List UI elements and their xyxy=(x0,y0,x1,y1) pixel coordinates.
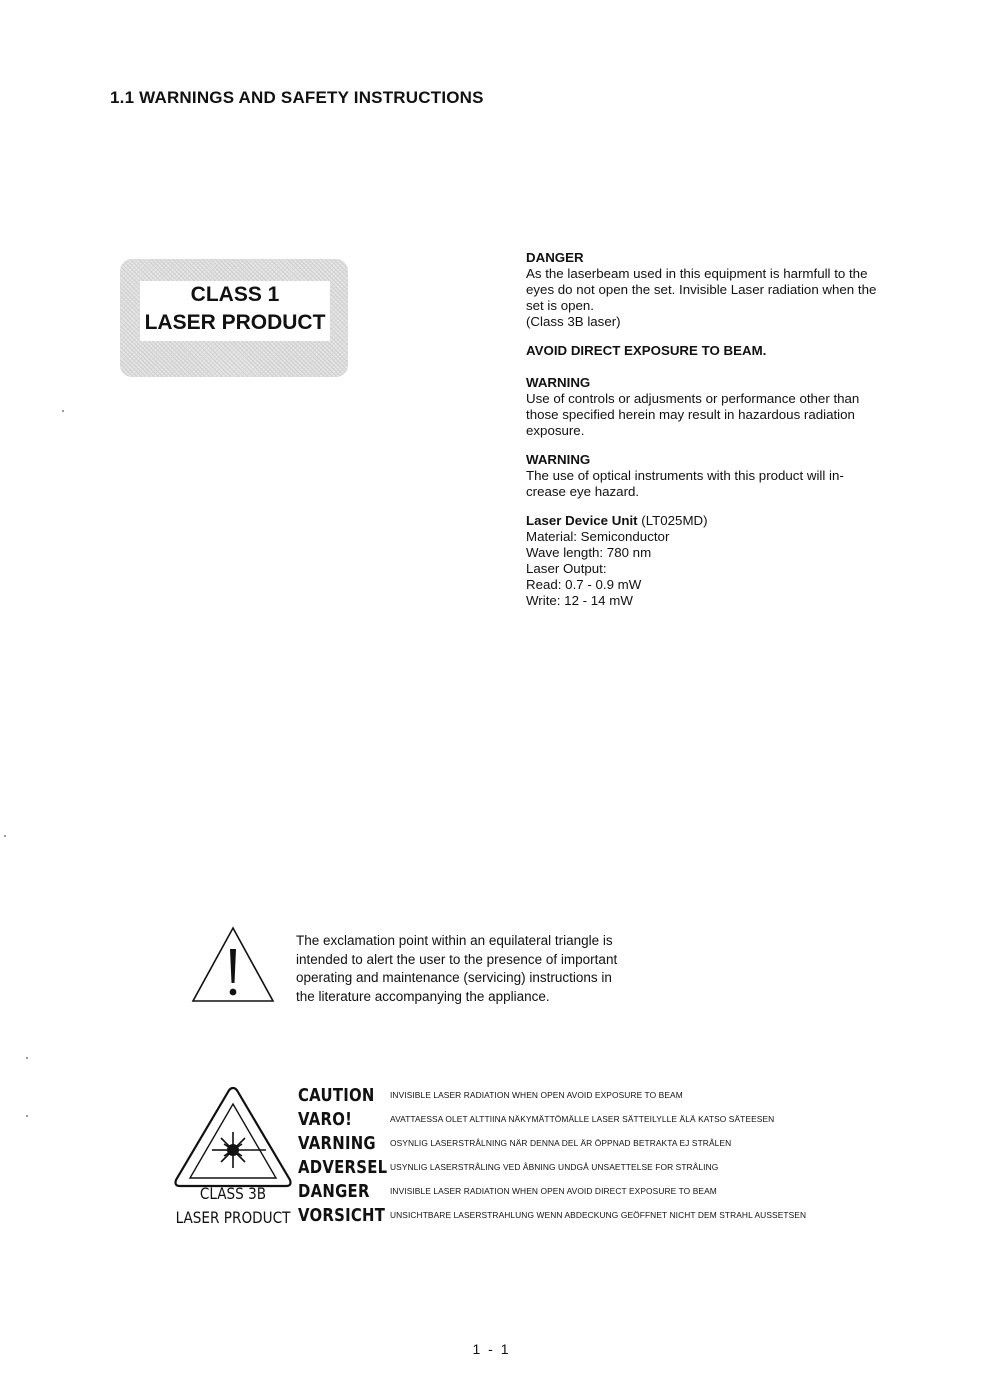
exclamation-line: intended to alert the user to the presence of important xyxy=(296,951,618,967)
class1-label xyxy=(140,281,330,341)
caution-text: AVATTAESSA OLET ALTTIINA NÄKYMÄTTÖMÄLLE LASER SÄTTEILYLLE ÄLÄ KATSO SÄTEESEN xyxy=(390,1114,775,1124)
safety-text-column xyxy=(526,250,936,622)
warning2-title: WARNING xyxy=(526,452,591,467)
danger-title: DANGER xyxy=(526,250,584,265)
class3b-label-line1: CLASS 3B xyxy=(199,1184,267,1203)
warning2-block xyxy=(526,452,936,500)
caution-row xyxy=(298,1134,732,1158)
warning1-title: WARNING xyxy=(526,375,591,390)
laser-unit-title: Laser Device Unit xyxy=(526,513,638,528)
exclamation-triangle-icon xyxy=(190,925,276,1005)
danger-block xyxy=(526,250,936,330)
warning1-line: exposure. xyxy=(526,423,585,438)
caution-word: VARO! xyxy=(298,1110,353,1130)
warning1-line: those specified herein may result in hazardous radiation xyxy=(526,407,855,422)
class1-label-line2: LASER PRODUCT xyxy=(144,311,326,334)
exclamation-description xyxy=(296,932,656,1006)
caution-row xyxy=(298,1206,807,1230)
scan-speck xyxy=(26,1115,28,1117)
page-number: 1 - 1 xyxy=(472,1341,511,1357)
caution-word: VORSICHT xyxy=(298,1206,386,1226)
danger-line: set is open. xyxy=(526,298,595,313)
laser-unit-output: Laser Output: xyxy=(526,561,607,576)
laser-unit-block xyxy=(526,513,936,609)
caution-word: VARNING xyxy=(298,1134,376,1154)
caution-row xyxy=(298,1182,717,1206)
warning2-line: crease eye hazard. xyxy=(526,484,640,499)
caution-text: UNSICHTBARE LASERSTRAHLUNG WENN ABDECKUNG GEÖFFNET NICHT DEM STRAHL AUSSETSEN xyxy=(390,1210,807,1220)
laser-unit-read: Read: 0.7 - 0.9 mW xyxy=(526,577,642,592)
exclamation-line: the literature accompanying the appliance. xyxy=(296,988,550,1004)
scan-speck xyxy=(62,410,64,412)
caution-word: CAUTION xyxy=(298,1086,375,1106)
laser-unit-model: (LT025MD) xyxy=(637,513,708,528)
exclamation-line: operating and maintenance (servicing) instructions in xyxy=(296,970,612,985)
scan-speck xyxy=(26,1057,28,1059)
warning1-line: Use of controls or adjusments or performance other than xyxy=(526,391,860,406)
caution-word: DANGER xyxy=(298,1182,370,1202)
caution-row xyxy=(298,1110,775,1134)
caution-word: ADVERSEL xyxy=(298,1158,388,1178)
caution-text: OSYNLIG LASERSTRÅLNING NÄR DENNA DEL ÄR ÖPPNAD BETRAKTA EJ STRÅLEN xyxy=(390,1138,732,1148)
scan-speck xyxy=(4,835,6,837)
laser-unit-write: Write: 12 - 14 mW xyxy=(526,593,633,608)
caution-row xyxy=(298,1086,683,1110)
caution-text: USYNLIG LASERSTRÅLING VED ÅBNING UNDGÅ UNSAETTELSE FOR STRÅLING xyxy=(390,1162,719,1172)
caution-text: INVISIBLE LASER RADIATION WHEN OPEN AVOID DIRECT EXPOSURE TO BEAM xyxy=(390,1186,717,1196)
class3b-label-line2: LASER PRODUCT xyxy=(175,1208,291,1227)
section-title: 1.1 WARNINGS AND SAFETY INSTRUCTIONS xyxy=(110,88,484,107)
danger-line: (Class 3B laser) xyxy=(526,314,621,329)
laser-unit-material: Material: Semiconductor xyxy=(526,529,670,544)
avoid-block xyxy=(526,343,936,359)
exclamation-line: The exclamation point within an equilateral triangle is xyxy=(296,933,613,948)
warning2-line: The use of optical instruments with this product will in- xyxy=(526,468,844,483)
caution-text: INVISIBLE LASER RADIATION WHEN OPEN AVOID EXPOSURE TO BEAM xyxy=(390,1090,683,1100)
caution-row xyxy=(298,1158,719,1182)
danger-line: As the laserbeam used in this equipment is harmfull to the xyxy=(526,266,868,281)
laser-unit-heading xyxy=(526,513,936,529)
laser-warning-triangle-icon xyxy=(172,1084,294,1190)
class1-label-line1: CLASS 1 xyxy=(190,283,280,306)
warning1-block xyxy=(526,375,936,439)
laser-unit-wavelength: Wave length: 780 nm xyxy=(526,545,652,560)
danger-line: eyes do not open the set. Invisible Laser radiation when the xyxy=(526,282,877,297)
avoid-exposure: AVOID DIRECT EXPOSURE TO BEAM. xyxy=(526,343,767,358)
